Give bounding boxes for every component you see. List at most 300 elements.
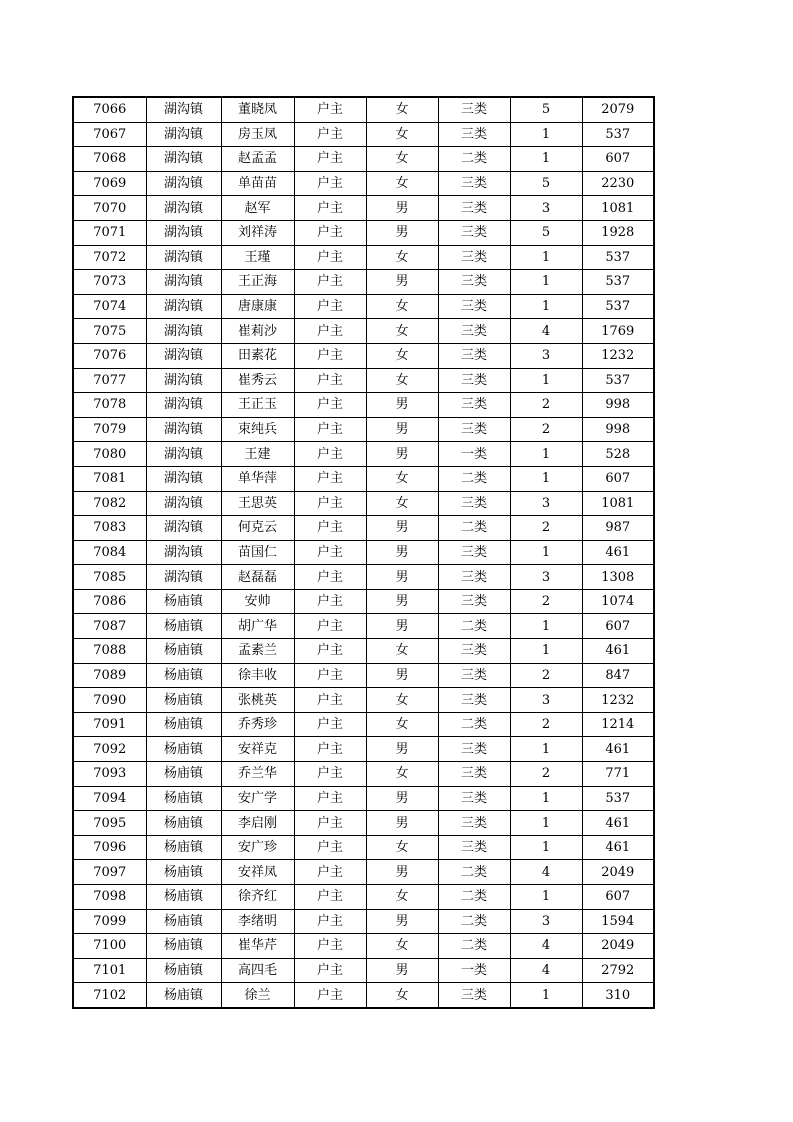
category-cell: 三类: [438, 270, 510, 295]
gender-cell: 女: [366, 491, 438, 516]
amount-cell: 1081: [582, 491, 654, 516]
gender-cell: 女: [366, 343, 438, 368]
row-number-cell: 7087: [73, 614, 146, 639]
gender-cell: 男: [366, 196, 438, 221]
role-cell: 户主: [294, 589, 366, 614]
table-row: [73, 270, 654, 295]
town-cell: 湖沟镇: [146, 270, 221, 295]
role-cell: 户主: [294, 909, 366, 934]
household-size-cell: 5: [510, 171, 582, 196]
role-cell: 户主: [294, 835, 366, 860]
role-cell: 户主: [294, 491, 366, 516]
table-row: [73, 639, 654, 664]
row-number-cell: 7082: [73, 491, 146, 516]
name-cell: 王建: [221, 442, 294, 467]
role-cell: 户主: [294, 220, 366, 245]
role-cell: 户主: [294, 171, 366, 196]
name-cell: 高四毛: [221, 958, 294, 983]
town-cell: 湖沟镇: [146, 122, 221, 147]
category-cell: 三类: [438, 393, 510, 418]
table-row: [73, 983, 654, 1008]
role-cell: 户主: [294, 958, 366, 983]
table-row: [73, 589, 654, 614]
amount-cell: 1308: [582, 565, 654, 590]
role-cell: 户主: [294, 147, 366, 172]
household-size-cell: 1: [510, 368, 582, 393]
category-cell: 二类: [438, 909, 510, 934]
role-cell: 户主: [294, 762, 366, 787]
row-number-cell: 7075: [73, 319, 146, 344]
row-number-cell: 7100: [73, 934, 146, 959]
category-cell: 三类: [438, 245, 510, 270]
table-row: [73, 860, 654, 885]
role-cell: 户主: [294, 737, 366, 762]
town-cell: 杨庙镇: [146, 909, 221, 934]
table-row: [73, 319, 654, 344]
household-size-cell: 1: [510, 835, 582, 860]
category-cell: 一类: [438, 958, 510, 983]
town-cell: 杨庙镇: [146, 663, 221, 688]
name-cell: 赵磊磊: [221, 565, 294, 590]
role-cell: 户主: [294, 983, 366, 1008]
household-size-cell: 1: [510, 294, 582, 319]
household-size-cell: 1: [510, 245, 582, 270]
town-cell: 湖沟镇: [146, 147, 221, 172]
amount-cell: 771: [582, 762, 654, 787]
category-cell: 三类: [438, 983, 510, 1008]
town-cell: 杨庙镇: [146, 835, 221, 860]
row-number-cell: 7094: [73, 786, 146, 811]
row-number-cell: 7078: [73, 393, 146, 418]
amount-cell: 528: [582, 442, 654, 467]
gender-cell: 女: [366, 368, 438, 393]
name-cell: 安广珍: [221, 835, 294, 860]
town-cell: 杨庙镇: [146, 811, 221, 836]
category-cell: 二类: [438, 885, 510, 910]
gender-cell: 女: [366, 171, 438, 196]
household-size-cell: 2: [510, 762, 582, 787]
row-number-cell: 7089: [73, 663, 146, 688]
roster-table: [72, 96, 655, 1009]
amount-cell: 847: [582, 663, 654, 688]
town-cell: 湖沟镇: [146, 540, 221, 565]
category-cell: 三类: [438, 786, 510, 811]
household-size-cell: 1: [510, 786, 582, 811]
gender-cell: 女: [366, 934, 438, 959]
role-cell: 户主: [294, 811, 366, 836]
town-cell: 杨庙镇: [146, 983, 221, 1008]
amount-cell: 310: [582, 983, 654, 1008]
role-cell: 户主: [294, 540, 366, 565]
category-cell: 三类: [438, 343, 510, 368]
category-cell: 一类: [438, 442, 510, 467]
amount-cell: 537: [582, 270, 654, 295]
amount-cell: 607: [582, 466, 654, 491]
amount-cell: 1232: [582, 688, 654, 713]
row-number-cell: 7096: [73, 835, 146, 860]
amount-cell: 461: [582, 540, 654, 565]
name-cell: 安祥克: [221, 737, 294, 762]
gender-cell: 男: [366, 786, 438, 811]
town-cell: 湖沟镇: [146, 368, 221, 393]
amount-cell: 537: [582, 294, 654, 319]
category-cell: 二类: [438, 712, 510, 737]
gender-cell: 男: [366, 614, 438, 639]
category-cell: 三类: [438, 835, 510, 860]
household-size-cell: 3: [510, 565, 582, 590]
name-cell: 何克云: [221, 516, 294, 541]
row-number-cell: 7086: [73, 589, 146, 614]
name-cell: 刘祥涛: [221, 220, 294, 245]
row-number-cell: 7084: [73, 540, 146, 565]
gender-cell: 女: [366, 835, 438, 860]
amount-cell: 2049: [582, 860, 654, 885]
name-cell: 单华萍: [221, 466, 294, 491]
table-row: [73, 811, 654, 836]
gender-cell: 男: [366, 663, 438, 688]
role-cell: 户主: [294, 516, 366, 541]
gender-cell: 女: [366, 245, 438, 270]
amount-cell: 1594: [582, 909, 654, 934]
household-size-cell: 3: [510, 196, 582, 221]
household-size-cell: 4: [510, 958, 582, 983]
table-row: [73, 712, 654, 737]
name-cell: 王思英: [221, 491, 294, 516]
name-cell: 李绪明: [221, 909, 294, 934]
table-row: [73, 614, 654, 639]
category-cell: 三类: [438, 540, 510, 565]
household-size-cell: 1: [510, 811, 582, 836]
name-cell: 房玉凤: [221, 122, 294, 147]
town-cell: 杨庙镇: [146, 958, 221, 983]
row-number-cell: 7098: [73, 885, 146, 910]
name-cell: 唐康康: [221, 294, 294, 319]
name-cell: 安帅: [221, 589, 294, 614]
role-cell: 户主: [294, 393, 366, 418]
amount-cell: 607: [582, 614, 654, 639]
amount-cell: 1081: [582, 196, 654, 221]
gender-cell: 女: [366, 639, 438, 664]
category-cell: 三类: [438, 319, 510, 344]
amount-cell: 1214: [582, 712, 654, 737]
household-size-cell: 1: [510, 147, 582, 172]
category-cell: 二类: [438, 466, 510, 491]
name-cell: 赵孟孟: [221, 147, 294, 172]
name-cell: 王正海: [221, 270, 294, 295]
amount-cell: 1074: [582, 589, 654, 614]
category-cell: 三类: [438, 589, 510, 614]
row-number-cell: 7093: [73, 762, 146, 787]
household-size-cell: 1: [510, 270, 582, 295]
table-row: [73, 196, 654, 221]
role-cell: 户主: [294, 663, 366, 688]
name-cell: 赵军: [221, 196, 294, 221]
table-row: [73, 343, 654, 368]
town-cell: 湖沟镇: [146, 319, 221, 344]
amount-cell: 537: [582, 786, 654, 811]
gender-cell: 男: [366, 958, 438, 983]
town-cell: 湖沟镇: [146, 245, 221, 270]
amount-cell: 537: [582, 122, 654, 147]
row-number-cell: 7081: [73, 466, 146, 491]
table-row: [73, 417, 654, 442]
amount-cell: 2049: [582, 934, 654, 959]
name-cell: 崔莉沙: [221, 319, 294, 344]
category-cell: 二类: [438, 934, 510, 959]
table-row: [73, 909, 654, 934]
gender-cell: 男: [366, 393, 438, 418]
gender-cell: 男: [366, 516, 438, 541]
table-row: [73, 147, 654, 172]
role-cell: 户主: [294, 294, 366, 319]
category-cell: 三类: [438, 122, 510, 147]
amount-cell: 607: [582, 147, 654, 172]
town-cell: 杨庙镇: [146, 860, 221, 885]
table-row: [73, 688, 654, 713]
name-cell: 徐丰收: [221, 663, 294, 688]
amount-cell: 461: [582, 835, 654, 860]
category-cell: 三类: [438, 688, 510, 713]
category-cell: 三类: [438, 171, 510, 196]
town-cell: 湖沟镇: [146, 294, 221, 319]
town-cell: 杨庙镇: [146, 589, 221, 614]
row-number-cell: 7088: [73, 639, 146, 664]
category-cell: 三类: [438, 97, 510, 122]
town-cell: 湖沟镇: [146, 442, 221, 467]
gender-cell: 女: [366, 885, 438, 910]
household-size-cell: 1: [510, 466, 582, 491]
row-number-cell: 7072: [73, 245, 146, 270]
town-cell: 杨庙镇: [146, 712, 221, 737]
household-size-cell: 4: [510, 934, 582, 959]
household-size-cell: 5: [510, 220, 582, 245]
amount-cell: 1928: [582, 220, 654, 245]
row-number-cell: 7070: [73, 196, 146, 221]
table-row: [73, 393, 654, 418]
gender-cell: 男: [366, 811, 438, 836]
table-row: [73, 934, 654, 959]
table-row: [73, 466, 654, 491]
household-size-cell: 3: [510, 343, 582, 368]
amount-cell: 998: [582, 417, 654, 442]
role-cell: 户主: [294, 688, 366, 713]
row-number-cell: 7080: [73, 442, 146, 467]
household-size-cell: 2: [510, 663, 582, 688]
gender-cell: 男: [366, 565, 438, 590]
row-number-cell: 7076: [73, 343, 146, 368]
town-cell: 湖沟镇: [146, 466, 221, 491]
gender-cell: 女: [366, 762, 438, 787]
name-cell: 王正玉: [221, 393, 294, 418]
household-size-cell: 1: [510, 983, 582, 1008]
category-cell: 三类: [438, 737, 510, 762]
category-cell: 三类: [438, 565, 510, 590]
amount-cell: 461: [582, 811, 654, 836]
household-size-cell: 4: [510, 319, 582, 344]
row-number-cell: 7068: [73, 147, 146, 172]
household-size-cell: 3: [510, 491, 582, 516]
table-row: [73, 835, 654, 860]
role-cell: 户主: [294, 368, 366, 393]
name-cell: 李启刚: [221, 811, 294, 836]
gender-cell: 女: [366, 147, 438, 172]
name-cell: 胡广华: [221, 614, 294, 639]
category-cell: 三类: [438, 811, 510, 836]
household-size-cell: 1: [510, 737, 582, 762]
category-cell: 三类: [438, 663, 510, 688]
town-cell: 湖沟镇: [146, 516, 221, 541]
town-cell: 杨庙镇: [146, 737, 221, 762]
roster-body: [73, 97, 654, 1008]
household-size-cell: 2: [510, 712, 582, 737]
name-cell: 崔华芹: [221, 934, 294, 959]
role-cell: 户主: [294, 885, 366, 910]
name-cell: 苗国仁: [221, 540, 294, 565]
row-number-cell: 7083: [73, 516, 146, 541]
gender-cell: 男: [366, 860, 438, 885]
town-cell: 湖沟镇: [146, 196, 221, 221]
category-cell: 二类: [438, 147, 510, 172]
household-size-cell: 1: [510, 639, 582, 664]
name-cell: 安广学: [221, 786, 294, 811]
row-number-cell: 7079: [73, 417, 146, 442]
town-cell: 湖沟镇: [146, 171, 221, 196]
row-number-cell: 7085: [73, 565, 146, 590]
name-cell: 孟素兰: [221, 639, 294, 664]
gender-cell: 男: [366, 417, 438, 442]
table-row: [73, 958, 654, 983]
amount-cell: 607: [582, 885, 654, 910]
gender-cell: 女: [366, 983, 438, 1008]
table-row: [73, 786, 654, 811]
table-row: [73, 565, 654, 590]
town-cell: 杨庙镇: [146, 688, 221, 713]
table-row: [73, 368, 654, 393]
table-row: [73, 516, 654, 541]
household-size-cell: 5: [510, 97, 582, 122]
row-number-cell: 7074: [73, 294, 146, 319]
row-number-cell: 7067: [73, 122, 146, 147]
gender-cell: 男: [366, 909, 438, 934]
name-cell: 徐兰: [221, 983, 294, 1008]
town-cell: 杨庙镇: [146, 614, 221, 639]
role-cell: 户主: [294, 122, 366, 147]
town-cell: 湖沟镇: [146, 417, 221, 442]
amount-cell: 1232: [582, 343, 654, 368]
amount-cell: 537: [582, 245, 654, 270]
household-size-cell: 2: [510, 393, 582, 418]
amount-cell: 987: [582, 516, 654, 541]
name-cell: 董晓凤: [221, 97, 294, 122]
household-size-cell: 4: [510, 860, 582, 885]
name-cell: 崔秀云: [221, 368, 294, 393]
role-cell: 户主: [294, 565, 366, 590]
table-row: [73, 122, 654, 147]
amount-cell: 2230: [582, 171, 654, 196]
row-number-cell: 7092: [73, 737, 146, 762]
row-number-cell: 7073: [73, 270, 146, 295]
town-cell: 湖沟镇: [146, 393, 221, 418]
gender-cell: 男: [366, 220, 438, 245]
role-cell: 户主: [294, 97, 366, 122]
table-row: [73, 294, 654, 319]
household-size-cell: 3: [510, 909, 582, 934]
row-number-cell: 7099: [73, 909, 146, 934]
gender-cell: 女: [366, 122, 438, 147]
role-cell: 户主: [294, 466, 366, 491]
name-cell: 束纯兵: [221, 417, 294, 442]
name-cell: 徐齐红: [221, 885, 294, 910]
town-cell: 湖沟镇: [146, 491, 221, 516]
amount-cell: 998: [582, 393, 654, 418]
amount-cell: 2079: [582, 97, 654, 122]
role-cell: 户主: [294, 319, 366, 344]
row-number-cell: 7077: [73, 368, 146, 393]
category-cell: 二类: [438, 516, 510, 541]
role-cell: 户主: [294, 417, 366, 442]
role-cell: 户主: [294, 614, 366, 639]
amount-cell: 1769: [582, 319, 654, 344]
household-size-cell: 1: [510, 540, 582, 565]
role-cell: 户主: [294, 934, 366, 959]
category-cell: 三类: [438, 368, 510, 393]
table-row: [73, 762, 654, 787]
table-row: [73, 540, 654, 565]
town-cell: 杨庙镇: [146, 885, 221, 910]
table-row: [73, 885, 654, 910]
amount-cell: 537: [582, 368, 654, 393]
role-cell: 户主: [294, 270, 366, 295]
household-size-cell: 1: [510, 122, 582, 147]
gender-cell: 女: [366, 712, 438, 737]
table-row: [73, 171, 654, 196]
table-row: [73, 737, 654, 762]
row-number-cell: 7095: [73, 811, 146, 836]
town-cell: 杨庙镇: [146, 934, 221, 959]
name-cell: 乔兰华: [221, 762, 294, 787]
gender-cell: 男: [366, 270, 438, 295]
name-cell: 王瑾: [221, 245, 294, 270]
category-cell: 三类: [438, 491, 510, 516]
gender-cell: 女: [366, 688, 438, 713]
row-number-cell: 7090: [73, 688, 146, 713]
role-cell: 户主: [294, 712, 366, 737]
table-row: [73, 491, 654, 516]
table-row: [73, 245, 654, 270]
household-size-cell: 1: [510, 614, 582, 639]
category-cell: 三类: [438, 639, 510, 664]
gender-cell: 女: [366, 319, 438, 344]
name-cell: 乔秀珍: [221, 712, 294, 737]
gender-cell: 女: [366, 466, 438, 491]
category-cell: 三类: [438, 196, 510, 221]
row-number-cell: 7101: [73, 958, 146, 983]
row-number-cell: 7069: [73, 171, 146, 196]
role-cell: 户主: [294, 442, 366, 467]
town-cell: 杨庙镇: [146, 639, 221, 664]
gender-cell: 女: [366, 97, 438, 122]
category-cell: 二类: [438, 860, 510, 885]
category-cell: 三类: [438, 417, 510, 442]
category-cell: 二类: [438, 614, 510, 639]
category-cell: 三类: [438, 220, 510, 245]
category-cell: 三类: [438, 294, 510, 319]
amount-cell: 461: [582, 639, 654, 664]
table-row: [73, 663, 654, 688]
table-row: [73, 220, 654, 245]
role-cell: 户主: [294, 639, 366, 664]
gender-cell: 女: [366, 294, 438, 319]
